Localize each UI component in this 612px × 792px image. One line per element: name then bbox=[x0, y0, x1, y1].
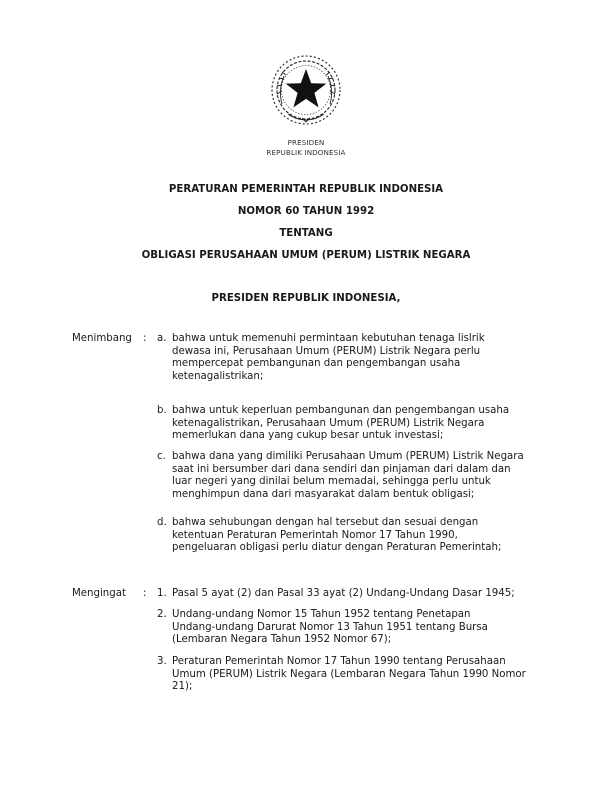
regulation-tentang: TENTANG bbox=[279, 228, 333, 239]
item-line: saat ini bersumber dari dana sendiri dan pinjaman dari dalam dan bbox=[172, 463, 511, 475]
item-marker: 3. bbox=[157, 656, 167, 667]
regulation-title: PERATURAN PEMERINTAH REPUBLIK INDONESIA bbox=[168, 184, 444, 195]
menimbang-label: Menimbang bbox=[72, 333, 132, 344]
item-line: ketenagalistrikan; bbox=[172, 370, 264, 382]
garuda-star-wreath-emblem-icon bbox=[268, 52, 344, 128]
item-line: dewasa ini, Perusahaan Umum (PERUM) Listrik Negara perlu bbox=[172, 345, 481, 357]
item-line: bahwa untuk keperluan pembangunan dan pengembangan usaha bbox=[172, 405, 510, 416]
item-line: Undang-undang Darurat Nomor 13 Tahun 1951 tentang Bursa bbox=[172, 621, 488, 633]
item-marker: 2. bbox=[157, 609, 167, 620]
item-marker: c. bbox=[157, 451, 166, 462]
item-line: Undang-undang Nomor 15 Tahun 1952 tentang Penetapan bbox=[172, 609, 471, 620]
menimbang-colon: : bbox=[143, 333, 147, 344]
mengingat-colon: : bbox=[143, 588, 147, 599]
emblem-caption-presiden: PRESIDEN bbox=[287, 138, 325, 147]
item-line: ketentuan Peraturan Pemerintah Nomor 17 Tahun 1990, bbox=[172, 529, 458, 541]
item-line: bahwa dana yang dimiliki Perusahaan Umum (PERUM) Listrik Negara bbox=[172, 451, 524, 462]
item-line: bahwa untuk memenuhi permintaan kebutuhan tenaga lislrik bbox=[172, 333, 485, 344]
emblem-caption-republik: REPUBLIK INDONESIA bbox=[266, 148, 346, 157]
item-line: menghimpun dana dari masyarakat dalam bentuk obligasi; bbox=[172, 488, 475, 500]
item-line: Umum (PERUM) Listrik Negara (Lembaran Negara Tahun 1990 Nomor bbox=[172, 668, 526, 680]
item-line: bahwa sehubungan dengan hal tersebut dan sesuai dengan bbox=[172, 517, 479, 528]
item-line: mempercepat pembangunan dan pengembangan usaha bbox=[172, 358, 461, 370]
item-marker: a. bbox=[157, 333, 167, 344]
item-line: ketenagalistrikan, Perusahaan Umum (PERUM) Listrik Negara bbox=[172, 417, 485, 429]
item-line: luar negeri yang dinilai belum memadai, sehingga perlu untuk bbox=[172, 476, 491, 488]
item-line: (Lembaran Negara Tahun 1952 Nomor 67); bbox=[172, 634, 392, 646]
item-marker: b. bbox=[157, 405, 167, 416]
item-line: 21); bbox=[172, 681, 193, 693]
item-marker: d. bbox=[157, 517, 167, 528]
item-line: Peraturan Pemerintah Nomor 17 Tahun 1990 tentang Perusahaan bbox=[172, 656, 506, 667]
item-line: memerlukan dana yang cukup besar untuk investasi; bbox=[172, 430, 444, 442]
preamble-president: PRESIDEN REPUBLIK INDONESIA, bbox=[211, 293, 401, 304]
mengingat-label: Mengingat bbox=[72, 588, 126, 599]
item-line: pengeluaran obligasi perlu diatur dengan Peraturan Pemerintah; bbox=[172, 542, 502, 554]
item-line: Pasal 5 ayat (2) dan Pasal 33 ayat (2) Undang-Undang Dasar 1945; bbox=[172, 588, 515, 599]
regulation-subject: OBLIGASI PERUSAHAAN UMUM (PERUM) LISTRIK NEGARA bbox=[141, 250, 471, 261]
item-marker: 1. bbox=[157, 588, 167, 599]
regulation-number: NOMOR 60 TAHUN 1992 bbox=[237, 206, 375, 217]
